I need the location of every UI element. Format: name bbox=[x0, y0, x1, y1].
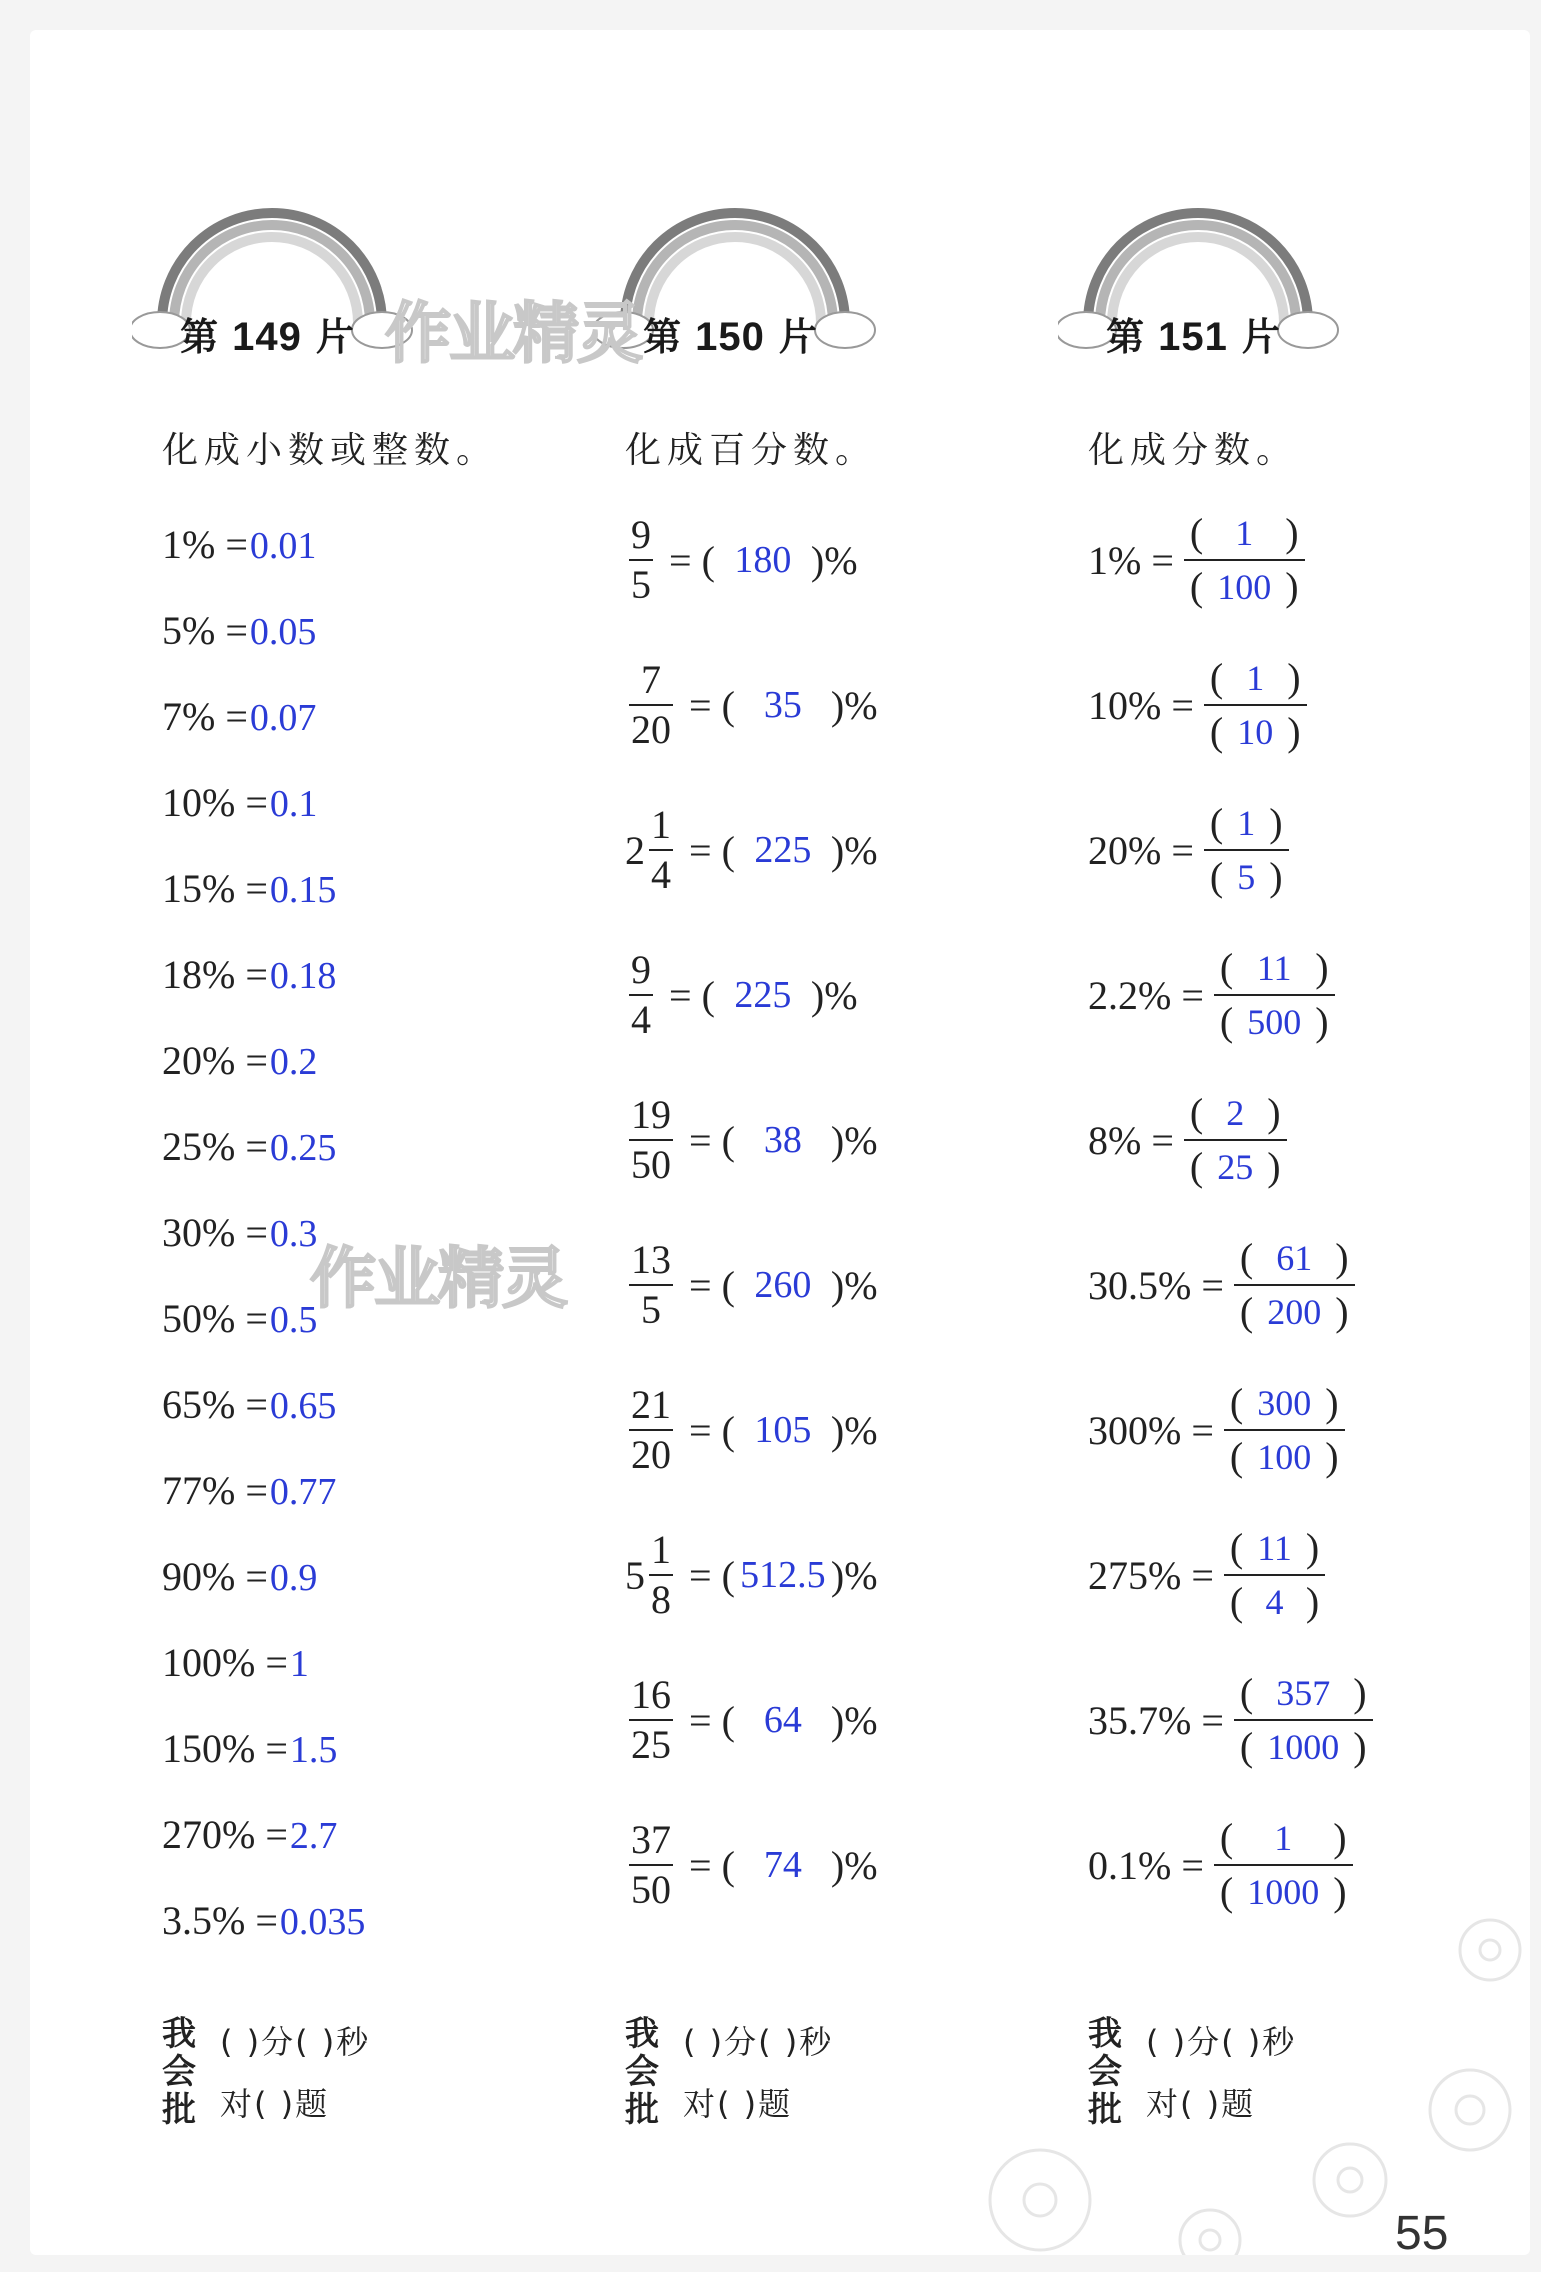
open-paren: ( bbox=[1189, 1090, 1204, 1135]
problem-row bbox=[625, 505, 858, 615]
numerator: 9 bbox=[631, 947, 651, 992]
answer-denominator-line bbox=[1184, 563, 1305, 611]
time-field[interactable]: ( )分( )秒 bbox=[220, 2023, 371, 2061]
header-prefix: 第 bbox=[180, 315, 219, 359]
problem-row bbox=[162, 1552, 317, 1602]
problem-row bbox=[162, 1896, 365, 1946]
problem-row bbox=[1088, 1085, 1287, 1195]
open-paren: ( bbox=[1189, 564, 1204, 609]
close-percent: )% bbox=[830, 1552, 878, 1598]
answer-fraction bbox=[1184, 1089, 1287, 1191]
header-number: 149 bbox=[232, 315, 302, 359]
question: 150% = bbox=[162, 1726, 288, 1771]
close-paren: ) bbox=[1305, 1579, 1320, 1624]
answer: 35 bbox=[763, 684, 802, 726]
equals-sign: = bbox=[689, 1697, 712, 1743]
answer-numerator-line bbox=[1204, 654, 1307, 702]
answer: 0.01 bbox=[249, 525, 317, 567]
equals-sign: = bbox=[689, 1117, 712, 1163]
answer: 1 bbox=[289, 1643, 309, 1685]
fraction bbox=[649, 802, 673, 897]
open-paren: ( bbox=[1209, 709, 1224, 754]
answer-denominator: 100 bbox=[1217, 567, 1272, 607]
fraction bbox=[629, 947, 653, 1042]
problem-row bbox=[625, 795, 878, 905]
open-paren: ( bbox=[1219, 1869, 1234, 1914]
answer: 260 bbox=[754, 1264, 812, 1306]
answer-numerator-line bbox=[1214, 1814, 1353, 1862]
fraction bbox=[629, 1672, 673, 1767]
close-paren: ) bbox=[1335, 1289, 1349, 1334]
answer-denominator-line bbox=[1214, 998, 1335, 1046]
answer: 1.5 bbox=[289, 1729, 338, 1771]
fraction-bar bbox=[629, 994, 653, 996]
question: 30.5% = bbox=[1088, 1262, 1224, 1308]
whole-part: 2 bbox=[625, 827, 645, 873]
correct-count-field[interactable]: 对( )题 bbox=[1146, 2085, 1256, 2123]
open-paren: ( bbox=[721, 682, 735, 728]
denominator: 5 bbox=[641, 1287, 661, 1332]
open-paren: ( bbox=[1239, 1724, 1254, 1769]
answer: 38 bbox=[763, 1119, 802, 1161]
answer: 0.3 bbox=[269, 1213, 318, 1255]
answer-denominator: 500 bbox=[1247, 1002, 1302, 1042]
question: 275% = bbox=[1088, 1552, 1214, 1598]
header-suffix: 片 bbox=[315, 315, 354, 359]
answer-fraction bbox=[1224, 1379, 1345, 1481]
fraction-bar bbox=[629, 704, 673, 706]
open-paren: ( bbox=[1239, 1670, 1254, 1715]
open-paren: ( bbox=[1219, 999, 1234, 1044]
open-paren: ( bbox=[721, 1842, 735, 1888]
fraction-bar bbox=[629, 1284, 673, 1286]
answer: 0.15 bbox=[269, 869, 337, 911]
question: 20% = bbox=[1088, 827, 1194, 873]
denominator: 50 bbox=[631, 1142, 671, 1187]
answer-numerator: 1 bbox=[1246, 658, 1265, 698]
footer-label: 我会批 bbox=[162, 2014, 196, 2130]
header-number: 151 bbox=[1158, 315, 1228, 359]
question: 270% = bbox=[162, 1812, 288, 1857]
numerator: 19 bbox=[631, 1092, 671, 1137]
answer-numerator-line bbox=[1224, 1524, 1325, 1572]
numerator: 7 bbox=[641, 657, 661, 702]
denominator: 5 bbox=[631, 562, 651, 607]
answer-numerator-line bbox=[1184, 1089, 1287, 1137]
answer-numerator: 11 bbox=[1256, 948, 1292, 988]
question: 20% = bbox=[162, 1038, 268, 1083]
footer-label: 我会批 bbox=[1088, 2014, 1122, 2130]
question: 10% = bbox=[162, 780, 268, 825]
fraction bbox=[629, 657, 673, 752]
problem-row bbox=[1088, 1810, 1353, 1920]
answer: 0.035 bbox=[279, 1901, 366, 1943]
instruction: 化成百分数。 bbox=[625, 430, 878, 471]
answer-denominator-line bbox=[1224, 1578, 1325, 1626]
open-paren: ( bbox=[701, 537, 715, 583]
denominator: 20 bbox=[631, 707, 671, 752]
header-number: 150 bbox=[695, 315, 765, 359]
close-paren: ) bbox=[1285, 510, 1299, 555]
problem-row bbox=[162, 1208, 317, 1258]
open-paren: ( bbox=[701, 972, 715, 1018]
close-paren: ) bbox=[1285, 564, 1299, 609]
answer-fraction bbox=[1204, 654, 1307, 756]
problem-row bbox=[162, 1810, 337, 1860]
problem-row bbox=[625, 1810, 878, 1920]
problem-row bbox=[162, 1724, 337, 1774]
answer-numerator-line bbox=[1224, 1379, 1345, 1427]
question: 5% = bbox=[162, 608, 248, 653]
answer-denominator-line bbox=[1204, 708, 1307, 756]
equals-sign: = bbox=[669, 972, 692, 1018]
answer: 0.05 bbox=[249, 611, 317, 653]
close-paren: ) bbox=[1333, 1869, 1347, 1914]
answer: 0.77 bbox=[269, 1471, 337, 1513]
close-paren: ) bbox=[1269, 854, 1283, 899]
question: 77% = bbox=[162, 1468, 268, 1513]
close-percent: )% bbox=[810, 972, 858, 1018]
problem-row bbox=[625, 1665, 878, 1775]
answer-denominator: 1000 bbox=[1247, 1872, 1320, 1912]
answer-fraction bbox=[1184, 509, 1305, 611]
answer-denominator: 25 bbox=[1217, 1147, 1254, 1187]
question: 3.5% = bbox=[162, 1898, 278, 1943]
fraction-bar bbox=[1214, 1864, 1353, 1866]
equals-sign: = bbox=[689, 1552, 712, 1598]
answer-fraction bbox=[1214, 944, 1335, 1046]
correct-count-field[interactable]: 对( )题 bbox=[683, 2085, 793, 2123]
open-paren: ( bbox=[1209, 800, 1224, 845]
answer-numerator: 11 bbox=[1257, 1528, 1292, 1568]
answer-denominator: 200 bbox=[1267, 1292, 1322, 1332]
equals-sign: = bbox=[669, 537, 692, 583]
fraction-bar bbox=[629, 1864, 673, 1866]
question: 25% = bbox=[162, 1124, 268, 1169]
numerator: 9 bbox=[631, 512, 651, 557]
answer-denominator-line bbox=[1224, 1433, 1345, 1481]
open-paren: ( bbox=[1189, 510, 1204, 555]
fraction-bar bbox=[649, 849, 673, 851]
close-paren: ) bbox=[1287, 709, 1301, 754]
answer: 0.9 bbox=[269, 1557, 318, 1599]
problem-row bbox=[162, 1638, 309, 1688]
whole-part: 5 bbox=[625, 1552, 645, 1598]
problem-row bbox=[1088, 940, 1335, 1050]
close-paren: ) bbox=[1287, 655, 1301, 700]
self-check-footer bbox=[162, 2015, 522, 2135]
answer: 64 bbox=[763, 1699, 802, 1741]
fraction bbox=[629, 512, 653, 607]
fraction-bar bbox=[629, 1139, 673, 1141]
close-paren: ) bbox=[1325, 1434, 1339, 1479]
question: 100% = bbox=[162, 1640, 288, 1685]
answer-denominator-line bbox=[1214, 1868, 1353, 1916]
open-paren: ( bbox=[721, 1117, 735, 1163]
numerator: 37 bbox=[631, 1817, 671, 1862]
close-paren: ) bbox=[1335, 1235, 1349, 1280]
answer: 512.5 bbox=[740, 1554, 826, 1596]
fraction bbox=[629, 1237, 673, 1332]
question: 18% = bbox=[162, 952, 268, 997]
answer-denominator: 100 bbox=[1257, 1437, 1312, 1477]
open-paren: ( bbox=[1229, 1434, 1244, 1479]
close-percent: )% bbox=[830, 827, 878, 873]
close-paren: ) bbox=[1315, 945, 1329, 990]
denominator: 20 bbox=[631, 1432, 671, 1477]
answer-numerator: 1 bbox=[1237, 803, 1256, 843]
close-paren: ) bbox=[1267, 1090, 1281, 1135]
answer-fraction bbox=[1224, 1524, 1325, 1626]
equals-sign: = bbox=[689, 1407, 712, 1453]
correct-count-field[interactable]: 对( )题 bbox=[220, 2085, 330, 2123]
problem-row bbox=[162, 864, 336, 914]
denominator: 8 bbox=[651, 1577, 671, 1622]
answer: 0.2 bbox=[269, 1041, 318, 1083]
answer: 2.7 bbox=[289, 1815, 338, 1857]
fraction bbox=[629, 1817, 673, 1912]
fraction-bar bbox=[629, 1429, 673, 1431]
equals-sign: = bbox=[689, 682, 712, 728]
answer: 0.18 bbox=[269, 955, 337, 997]
answer: 0.65 bbox=[269, 1385, 337, 1427]
problem-row bbox=[1088, 650, 1307, 760]
question: 30% = bbox=[162, 1210, 268, 1255]
open-paren: ( bbox=[1219, 945, 1234, 990]
problem-row bbox=[162, 520, 316, 570]
answer-numerator: 1 bbox=[1235, 513, 1254, 553]
answer: 74 bbox=[763, 1844, 802, 1886]
fraction-bar bbox=[1224, 1429, 1345, 1431]
instruction: 化成小数或整数。 bbox=[162, 430, 499, 471]
open-paren: ( bbox=[1189, 1144, 1204, 1189]
fraction-bar bbox=[629, 559, 653, 561]
equals-sign: = bbox=[689, 1262, 712, 1308]
problem-row bbox=[1088, 505, 1305, 615]
answer-fraction bbox=[1214, 1814, 1353, 1916]
answer-numerator-line bbox=[1214, 944, 1335, 992]
fraction-bar bbox=[1214, 994, 1335, 996]
problem-row bbox=[162, 692, 316, 742]
fraction-bar bbox=[649, 1574, 673, 1576]
answer-fraction bbox=[1204, 799, 1289, 901]
answer: 0.25 bbox=[269, 1127, 337, 1169]
equals-sign: = bbox=[689, 1842, 712, 1888]
answer-numerator: 2 bbox=[1226, 1093, 1245, 1133]
problem-row bbox=[162, 778, 317, 828]
open-paren: ( bbox=[721, 827, 735, 873]
self-check-footer bbox=[1088, 2015, 1448, 2135]
open-paren: ( bbox=[1209, 854, 1224, 899]
problem-row bbox=[625, 1375, 878, 1485]
answer-numerator: 1 bbox=[1274, 1818, 1293, 1858]
close-percent: )% bbox=[810, 537, 858, 583]
watermark: 作业精灵 bbox=[310, 1240, 566, 1317]
time-field[interactable]: ( )分( )秒 bbox=[683, 2023, 834, 2061]
problem-row bbox=[625, 1520, 878, 1630]
open-paren: ( bbox=[721, 1262, 735, 1308]
self-check-footer bbox=[625, 2015, 985, 2135]
question: 300% = bbox=[1088, 1407, 1214, 1453]
answer-denominator: 4 bbox=[1265, 1582, 1284, 1622]
answer: 0.1 bbox=[269, 783, 318, 825]
numerator: 1 bbox=[651, 1527, 671, 1572]
answer-numerator-line bbox=[1234, 1234, 1355, 1282]
question: 35.7% = bbox=[1088, 1697, 1224, 1743]
answer-numerator-line bbox=[1234, 1669, 1373, 1717]
answer: 225 bbox=[734, 974, 792, 1016]
header-prefix: 第 bbox=[643, 315, 682, 359]
close-percent: )% bbox=[830, 1407, 878, 1453]
answer-denominator-line bbox=[1184, 1143, 1287, 1191]
question: 50% = bbox=[162, 1296, 268, 1341]
question: 90% = bbox=[162, 1554, 268, 1599]
open-paren: ( bbox=[1209, 655, 1224, 700]
close-paren: ) bbox=[1353, 1724, 1367, 1769]
answer-denominator-line bbox=[1234, 1723, 1373, 1771]
numerator: 21 bbox=[631, 1382, 671, 1427]
question: 1% = bbox=[162, 522, 248, 567]
fraction bbox=[629, 1382, 673, 1477]
question: 1% = bbox=[1088, 537, 1174, 583]
watermark: 作业精灵 bbox=[385, 295, 641, 372]
answer-denominator: 5 bbox=[1237, 857, 1256, 897]
answer-numerator: 61 bbox=[1276, 1238, 1313, 1278]
problem-row bbox=[162, 1036, 317, 1086]
answer: 0.07 bbox=[249, 697, 317, 739]
header-suffix: 片 bbox=[778, 315, 817, 359]
close-percent: )% bbox=[830, 1262, 878, 1308]
problem-row bbox=[1088, 1375, 1345, 1485]
close-paren: ) bbox=[1325, 1380, 1339, 1425]
numerator: 16 bbox=[631, 1672, 671, 1717]
question: 0.1% = bbox=[1088, 1842, 1204, 1888]
open-paren: ( bbox=[721, 1697, 735, 1743]
answer: 0.5 bbox=[269, 1299, 318, 1341]
answer: 180 bbox=[734, 539, 792, 581]
numerator: 1 bbox=[651, 802, 671, 847]
instruction: 化成分数。 bbox=[1088, 430, 1299, 471]
fraction-bar bbox=[1234, 1284, 1355, 1286]
fraction bbox=[629, 1092, 673, 1187]
answer-numerator: 357 bbox=[1276, 1673, 1331, 1713]
header-badge bbox=[1058, 208, 1358, 359]
problem-row bbox=[1088, 1520, 1325, 1630]
close-paren: ) bbox=[1269, 800, 1283, 845]
question: 2.2% = bbox=[1088, 972, 1204, 1018]
answer-numerator: 300 bbox=[1257, 1383, 1312, 1423]
close-paren: ) bbox=[1305, 1525, 1320, 1570]
fraction-bar bbox=[1204, 849, 1289, 851]
problem-row bbox=[625, 940, 858, 1050]
answer: 225 bbox=[754, 829, 812, 871]
question: 7% = bbox=[162, 694, 248, 739]
problem-row bbox=[1088, 1230, 1355, 1340]
fraction bbox=[649, 1527, 673, 1622]
fraction-bar bbox=[1184, 1139, 1287, 1141]
open-paren: ( bbox=[1219, 1815, 1234, 1860]
answer-fraction bbox=[1234, 1234, 1355, 1336]
open-paren: ( bbox=[721, 1552, 735, 1598]
problem-row bbox=[1088, 795, 1289, 905]
question: 15% = bbox=[162, 866, 268, 911]
problem-row bbox=[625, 1085, 878, 1195]
equals-sign: = bbox=[689, 827, 712, 873]
close-paren: ) bbox=[1315, 999, 1329, 1044]
page-number: 55 bbox=[1395, 2207, 1449, 2260]
close-paren: ) bbox=[1333, 1815, 1347, 1860]
open-paren: ( bbox=[1239, 1235, 1254, 1280]
open-paren: ( bbox=[1229, 1525, 1244, 1570]
close-percent: )% bbox=[830, 1842, 878, 1888]
denominator: 4 bbox=[631, 997, 651, 1042]
answer-numerator-line bbox=[1204, 799, 1289, 847]
answer-denominator-line bbox=[1204, 853, 1289, 901]
problem-row bbox=[1088, 1665, 1373, 1775]
close-paren: ) bbox=[1267, 1144, 1281, 1189]
open-paren: ( bbox=[1229, 1579, 1244, 1624]
open-paren: ( bbox=[1229, 1380, 1244, 1425]
close-paren: ) bbox=[1353, 1670, 1367, 1715]
open-paren: ( bbox=[1239, 1289, 1254, 1334]
fraction-bar bbox=[1204, 704, 1307, 706]
problem-row bbox=[625, 650, 878, 760]
problem-row bbox=[162, 1122, 336, 1172]
answer-denominator-line bbox=[1234, 1288, 1355, 1336]
footer-label: 我会批 bbox=[625, 2014, 659, 2130]
header-prefix: 第 bbox=[1106, 315, 1145, 359]
workbook-page bbox=[30, 30, 1530, 2260]
problem-row bbox=[162, 1466, 336, 1516]
header-suffix: 片 bbox=[1241, 315, 1280, 359]
problem-row bbox=[625, 1230, 878, 1340]
question: 8% = bbox=[1088, 1117, 1174, 1163]
open-paren: ( bbox=[721, 1407, 735, 1453]
answer-fraction bbox=[1234, 1669, 1373, 1771]
question: 65% = bbox=[162, 1382, 268, 1427]
close-percent: )% bbox=[830, 682, 878, 728]
denominator: 4 bbox=[651, 852, 671, 897]
problem-row bbox=[162, 1294, 317, 1344]
fraction-bar bbox=[1184, 559, 1305, 561]
problem-row bbox=[162, 1380, 336, 1430]
fraction-bar bbox=[1234, 1719, 1373, 1721]
time-field[interactable]: ( )分( )秒 bbox=[1146, 2023, 1297, 2061]
close-percent: )% bbox=[830, 1117, 878, 1163]
problem-row bbox=[162, 950, 336, 1000]
answer-numerator-line bbox=[1184, 509, 1305, 557]
denominator: 50 bbox=[631, 1867, 671, 1912]
answer-denominator: 1000 bbox=[1267, 1727, 1340, 1767]
denominator: 25 bbox=[631, 1722, 671, 1767]
answer: 105 bbox=[754, 1409, 812, 1451]
fraction-bar bbox=[1224, 1574, 1325, 1576]
problem-row bbox=[162, 606, 316, 656]
fraction-bar bbox=[629, 1719, 673, 1721]
question: 10% = bbox=[1088, 682, 1194, 728]
answer-denominator: 10 bbox=[1237, 712, 1274, 752]
numerator: 13 bbox=[631, 1237, 671, 1282]
close-percent: )% bbox=[830, 1697, 878, 1743]
